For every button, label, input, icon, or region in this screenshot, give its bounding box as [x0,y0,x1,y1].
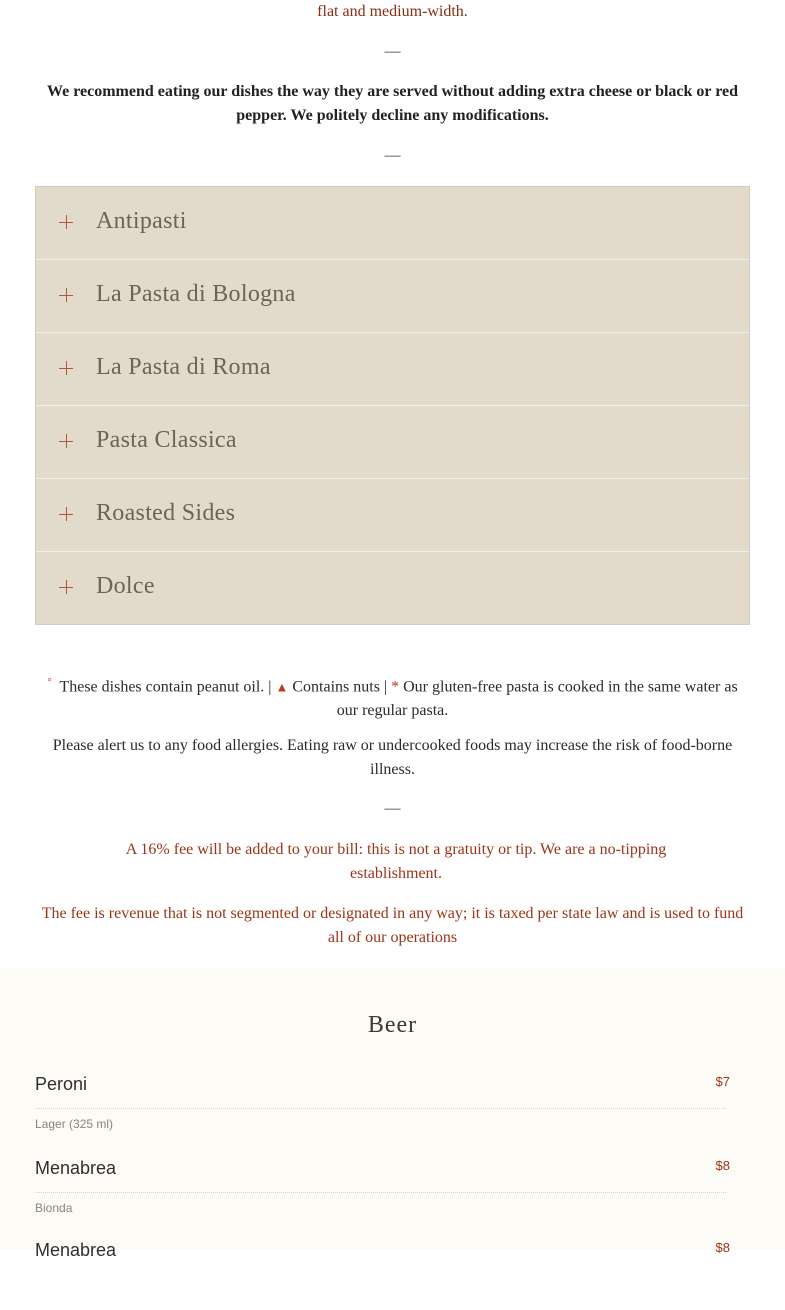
beer-name: Peroni [35,1074,88,1094]
beer-description: Bionda [35,1201,73,1215]
menu-accordion [35,186,750,625]
separator-dash: — [384,43,401,60]
beer-section-title: Beer [367,1012,418,1038]
dotted-divider [35,1108,726,1109]
beer-name: Menabrea [35,1158,117,1178]
beer-section [0,968,785,1260]
plus-icon [59,507,73,521]
beer-price: $8 [715,1158,730,1173]
accordion-item-antipasti[interactable] [36,187,749,260]
gluten-free-text: Our gluten-free pasta is cooked in the same water as our regular pasta. [336,678,738,720]
accordion-item-pasta-di-bologna[interactable] [36,260,749,333]
dotted-divider [35,1192,726,1193]
beer-price: $7 [715,1074,730,1089]
accordion-item-roasted-sides[interactable] [36,479,749,552]
peanut-oil-symbol: ° [47,676,52,688]
accordion-label: Pasta Classica [96,427,237,453]
accordion-item-pasta-di-roma[interactable] [36,333,749,406]
plus-icon [59,434,73,448]
accordion-label: Roasted Sides [96,500,236,526]
separator-dash: — [384,147,401,164]
accordion-label: La Pasta di Bologna [96,281,296,307]
plus-icon [59,288,73,302]
nuts-text: Contains nuts | [292,678,388,696]
beer-item [35,1240,730,1310]
beer-price: $8 [715,1240,730,1255]
accordion-label: Dolce [96,573,155,599]
plus-icon [59,361,73,375]
fee-explanation-note: The fee is revenue that is not segmented or designated in any way; it is taxed per state law and is used to fund all of our operations [41,905,744,946]
beer-item [35,1158,730,1228]
accordion-label: La Pasta di Roma [96,354,271,380]
separator-dash: — [384,800,401,817]
allergy-note: Please alert us to any food allergies. Eating raw or undercooked foods may increase the risk of food-borne illness. [52,737,733,778]
accordion-label: Antipasti [96,208,187,234]
beer-name: Menabrea [35,1240,117,1260]
plus-icon [59,580,73,594]
plus-icon [59,215,73,229]
dietary-legend [35,670,750,723]
previous-item-note: flat and medium-width. [317,3,468,20]
beer-description: Lager (325 ml) [35,1117,114,1131]
peanut-oil-text: These dishes contain peanut oil. | [59,678,272,696]
nuts-triangle-icon: ▲ [275,679,289,695]
accordion-item-dolce[interactable] [36,552,749,624]
recommendation-note: We recommend eating our dishes the way they are served without adding extra cheese or black or red pepper. We politely decline any modifications. [46,83,739,124]
accordion-item-pasta-classica[interactable] [36,406,749,479]
beer-item [35,1074,730,1144]
gluten-free-asterisk-icon: * [391,678,400,696]
service-fee-note: A 16% fee will be added to your bill: this is not a gratuity or tip. We are a no-tipping establishment. [125,841,667,882]
